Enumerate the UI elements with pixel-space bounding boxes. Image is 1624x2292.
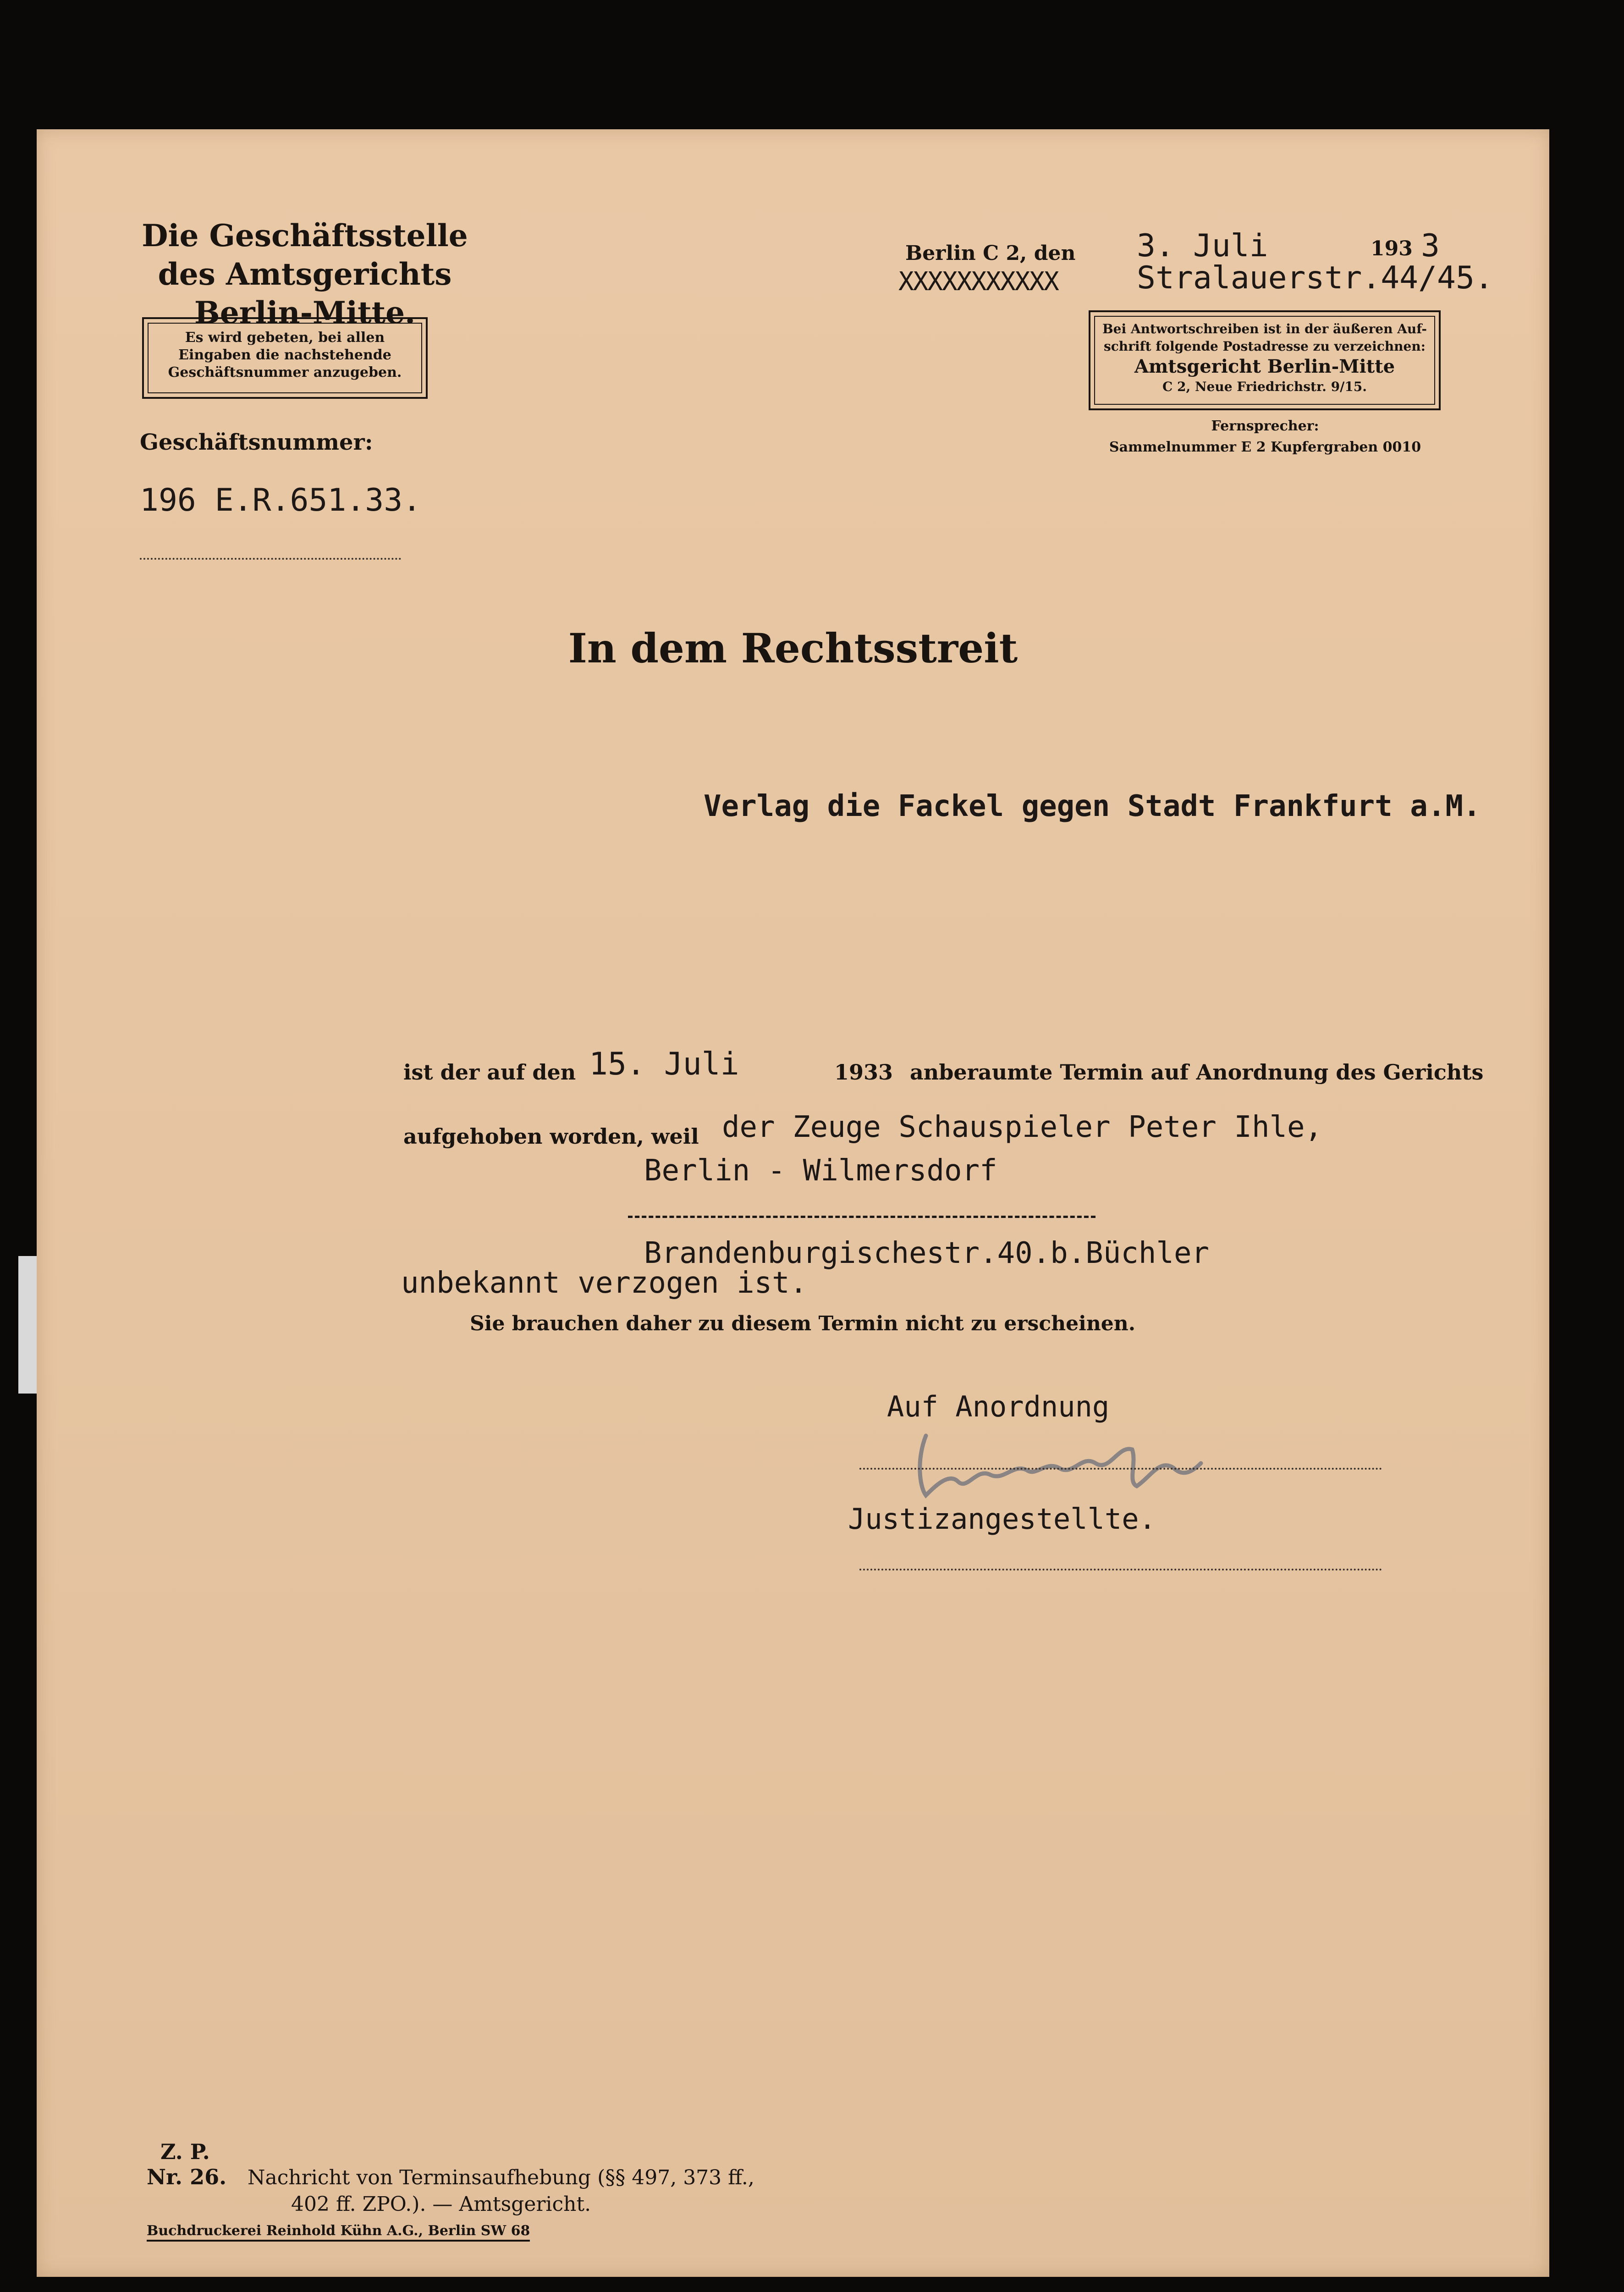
struck-address: XXXXXXXXXXX: [898, 267, 1058, 297]
case-number: 196 E.R.651.33.: [140, 482, 422, 518]
appearance-notice: Sie brauchen daher zu diesem Termin nicht zu erscheinen.: [470, 1312, 1136, 1335]
form-code-2: Nr. 26.: [147, 2165, 227, 2189]
year-digit: 3: [1421, 228, 1440, 264]
cancelled-year: 1933: [834, 1060, 893, 1085]
court-office-heading: [140, 216, 470, 332]
phone-number: Sammelnummer E 2 Kupfergraben 0010: [1109, 439, 1421, 455]
form-title-line-2: 402 ff. ZPO.). — Amtsgericht.: [291, 2193, 591, 2216]
notice-box-line-2: Eingaben die nachstehende: [178, 347, 391, 363]
line2-prefix: aufgehoben worden, weil: [403, 1124, 699, 1149]
reply-box-court: Amtsgericht Berlin-Mitte: [1134, 356, 1395, 377]
parties: Verlag die Fackel gegen Stadt Frankfurt a.M.: [704, 789, 1481, 823]
order-line: Auf Anordnung: [887, 1390, 1110, 1423]
notice-box-line-3: Geschäftsnummer anzugeben.: [168, 364, 402, 380]
paper-clip-tab: [18, 1256, 38, 1394]
handwritten-signature: [898, 1417, 1247, 1509]
reply-address-box: [1089, 310, 1441, 410]
reply-box-street: C 2, Neue Friedrichstr. 9/15.: [1162, 379, 1367, 394]
line1-prefix: ist der auf den: [403, 1060, 576, 1085]
notice-box-line-1: Es wird gebeten, bei allen: [185, 330, 385, 346]
reason-line-4: unbekannt verzogen ist.: [401, 1266, 808, 1300]
case-number-label: Geschäftsnummer:: [140, 430, 373, 455]
reply-box-line-1: Bei Antwortschreiben ist in der äußeren Auf-: [1102, 321, 1427, 336]
line1-suffix: anberaumte Termin auf Anordnung des Gerichts: [910, 1060, 1484, 1085]
reply-box-line-2: schrift folgende Postadresse zu verzeichnen:: [1103, 339, 1426, 354]
phone-block: [1089, 416, 1442, 458]
document-page: [37, 129, 1549, 2277]
reason-line-1: der Zeuge Schauspieler Peter Ihle,: [722, 1110, 1323, 1144]
signature-rule: [859, 1468, 1382, 1470]
role-line: Justizangestellte.: [848, 1502, 1156, 1536]
cancelled-date: 15. Juli: [589, 1046, 739, 1082]
year-prefix: 193: [1371, 237, 1413, 260]
notice-box: [142, 317, 428, 399]
reason-line-2: Berlin - Wilmersdorf: [644, 1154, 997, 1188]
form-title-line-1: Nachricht von Terminsaufhebung (§§ 497, 373 ff.,: [248, 2166, 754, 2189]
form-title: [248, 2165, 754, 2218]
typed-dash-rule: [628, 1216, 1096, 1218]
phone-label: Fernsprecher:: [1211, 418, 1319, 434]
form-code-1: Z. P.: [160, 2139, 210, 2164]
place-prefix: Berlin C 2, den: [905, 242, 1076, 265]
case-number-rule: [140, 558, 401, 560]
printer-imprint: Buchdruckerei Reinhold Kühn A.G., Berlin SW 68: [147, 2223, 530, 2242]
office-line-2: Berlin-Mitte.: [194, 295, 416, 331]
document-title: In dem Rechtsstreit: [568, 624, 1018, 672]
letter-date: 3. Juli: [1137, 228, 1268, 264]
role-rule: [859, 1569, 1382, 1570]
court-address: Stralauerstr.44/45.: [1137, 260, 1493, 296]
office-line-1: Die Geschäftsstelle des Amtsgerichts: [142, 218, 468, 292]
reason-line-3: Brandenburgischestr.40.b.Büchler: [644, 1236, 1209, 1270]
